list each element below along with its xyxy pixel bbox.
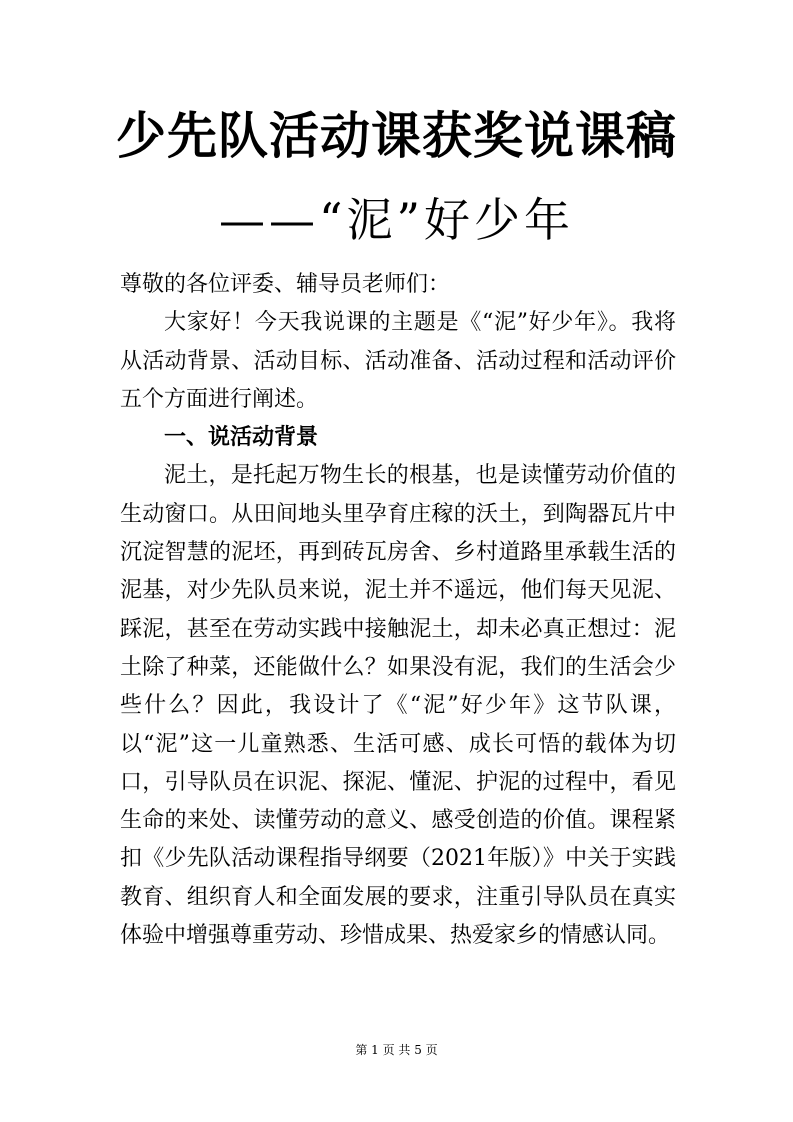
section-heading: 一、说活动背景: [164, 425, 319, 451]
page-number-footer: 第 1 页 共 5 页: [355, 1043, 438, 1057]
document-title: 少先队活动课获奖说课稿: [116, 106, 677, 165]
intro-paragraph: 大家好！今天我说课的主题是《“泥”好少年》。我将从活动背景、活动目标、活动准备、活动过程和活动评价五个方面进行阐述。: [120, 310, 676, 412]
background-paragraph: 泥土，是托起万物生长的根基，也是读懂劳动价值的生动窗口。从田间地头里孕育庄稼的沃土，到陶器瓦片中沉淀智慧的泥坯，再到砖瓦房舍、乡村道路里承载生活的泥基，对少先队员来说，泥土并不遥远，他们每天见泥、踩泥，甚至在劳动实践中接触泥土，却未必真正想过：泥土除了种菜，还能做什么？如果没有泥，我们的生活会少些什么？因此，我设计了《“泥”好少年》这节队课，以“泥”这一儿童熟悉、生活可感、成长可悟的载体为切口，引导队员在识泥、探泥、懂泥、护泥的过程中，看见生命的来处、读懂劳动的意义、感受创造的价值。课程紧扣《少先队活动课程指导纲要（2021年版）》中关于实践教育、组织育人和全面发展的要求，注重引导队员在真实体验中增强尊重劳动、珍惜成果、热爱家乡的情感认同。: [120, 463, 676, 949]
document-subtitle: ——“泥”好少年: [218, 193, 575, 247]
salutation: 尊敬的各位评委、辅导员老师们：: [120, 272, 451, 297]
document-body: [120, 266, 676, 955]
